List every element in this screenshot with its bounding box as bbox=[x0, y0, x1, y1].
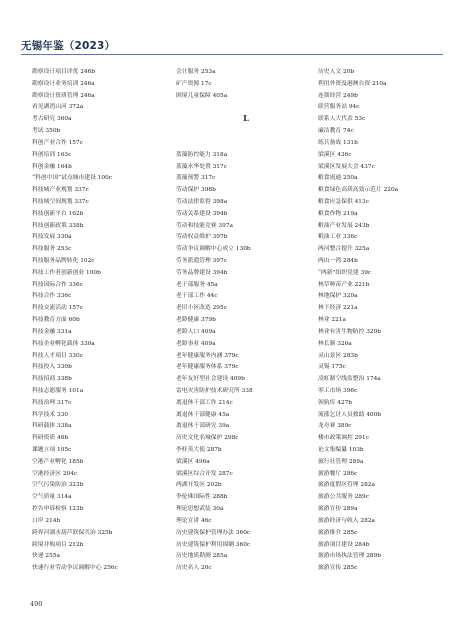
index-entry: 林长制 320a bbox=[318, 340, 352, 347]
index-entry: 科技交流活动 157c bbox=[32, 305, 83, 312]
index-entry: 科技志愿服务 101a bbox=[32, 387, 84, 394]
index-entry: 楼市政策调控 291c bbox=[318, 435, 369, 442]
index-entry: 联系人大代表 53c bbox=[318, 116, 366, 123]
index-entry: 旅游市场执法管理 289b bbox=[318, 553, 381, 560]
index-entry: 科技创新平台 162b bbox=[32, 210, 84, 217]
index-entry: 口岸 214b bbox=[32, 517, 61, 524]
index-entry: 历史建筑保护利用围剿 360c bbox=[176, 541, 251, 548]
index-section-letter: L bbox=[243, 114, 249, 125]
index-entry: 粮食作物 219a bbox=[318, 210, 358, 217]
index-column-1 bbox=[32, 67, 172, 575]
index-entry: 历史地质勘测 285a bbox=[176, 553, 228, 560]
index-entry: 蓝藻预警 317c bbox=[176, 175, 216, 182]
index-entry: 老年健康服务内涵 379c bbox=[176, 352, 239, 359]
index-entry: 科技创新政策 338b bbox=[32, 222, 84, 229]
index-entry: 老干部工作 44c bbox=[176, 293, 218, 300]
index-entry: 林业有害生物防控 320b bbox=[318, 328, 381, 335]
blank-line bbox=[176, 126, 316, 138]
index-entry: 科技金融 331a bbox=[32, 328, 72, 335]
index-entry: 科技国际合作 336c bbox=[32, 281, 83, 288]
index-entry: 理论思想武装 30a bbox=[176, 506, 224, 513]
index-entry: 两山一湾 284b bbox=[318, 258, 358, 264]
index-entry: 旅游度假区管理 282a bbox=[318, 482, 375, 489]
index-entry: 矿产资源 17c bbox=[176, 80, 212, 87]
index-entry: 连锁经营 249b bbox=[318, 92, 358, 99]
index-entry: 旅游宣传 289a bbox=[318, 506, 358, 513]
index-entry: 粮食绿色高质高效示范片 220a bbox=[318, 187, 399, 194]
index-entry: 理论宣讲 46c bbox=[176, 517, 212, 524]
index-entry: 科技服务品牌转化 102c bbox=[32, 258, 95, 264]
index-entry: 梁溪区综合开发 287c bbox=[176, 470, 233, 477]
index-entry: 旅游公共服务 289c bbox=[318, 494, 369, 501]
blank-line bbox=[176, 138, 316, 150]
index-entry: 林地保护 320a bbox=[318, 293, 358, 300]
index-entry: 李桂英大使 287b bbox=[176, 447, 222, 453]
index-entry: 跨境并购项目 212b bbox=[32, 541, 84, 548]
index-entry: 旅游项目建设 284b bbox=[318, 541, 370, 548]
index-entry: 科技招商 338b bbox=[32, 376, 72, 383]
index-entry: 历史人文 20b bbox=[318, 69, 355, 75]
index-entry: 老龄事业 409a bbox=[176, 340, 216, 347]
index-entry: 科技服务 253c bbox=[32, 246, 72, 253]
index-entry: 离退休干部健康 45a bbox=[176, 411, 230, 418]
index-entry: 老龄人口 409a bbox=[176, 328, 216, 335]
index-entry: 蓝藻防控能力 318a bbox=[176, 151, 228, 158]
index-entry: 离退休干部研究 39a bbox=[176, 423, 230, 430]
index-entry: 空气质量 314a bbox=[32, 494, 72, 501]
index-entry: 林下经济 221a bbox=[318, 305, 358, 312]
index-entry: 领航库 427b bbox=[318, 399, 353, 406]
index-entry: 老年友好型社会建设 409b bbox=[176, 376, 245, 383]
index-entry: 科技工作者创新创业 100b bbox=[32, 269, 101, 276]
index-entry: 科技城产业规划 337c bbox=[32, 187, 89, 194]
index-entry: 旅行社管理 289a bbox=[318, 458, 364, 465]
index-entry: 课题立项 105c bbox=[32, 447, 72, 453]
index-entry: 老年健康服务体系 379c bbox=[176, 364, 239, 371]
index-entry: 旅游推介 285c bbox=[318, 529, 358, 536]
index-entry: 勘察设计业务培训 246a bbox=[32, 80, 95, 87]
index-entry: 科技合作 336c bbox=[32, 293, 72, 300]
index-entry: 两河整合提升 325a bbox=[318, 246, 370, 253]
index-entry: 凌虹制空线监整治 174a bbox=[318, 376, 381, 383]
index-entry: 林业 221a bbox=[318, 317, 346, 324]
index-entry: 科技投入 330b bbox=[32, 364, 72, 371]
index-entry: 劳动争议调解中心成立 130b bbox=[176, 246, 251, 253]
index-entry: 快递 255a bbox=[32, 553, 60, 560]
index-entry: 科技教育方面 60b bbox=[32, 317, 80, 324]
index-entry: 练兵备战 131b bbox=[318, 139, 358, 146]
index-entry: 旅游宣传 285c bbox=[318, 565, 358, 572]
index-entry: 旅游餐厅 286c bbox=[318, 470, 358, 477]
index-entry: 流涨乞讨人员救助 400b bbox=[318, 411, 381, 418]
index-entry: 劳务品牌建设 394b bbox=[176, 269, 228, 276]
index-entry: 粮油产业发展 243b bbox=[318, 222, 370, 229]
index-entry: 梁溪区 436c bbox=[318, 151, 352, 158]
index-entry: 劳务派遣管理 397c bbox=[176, 258, 227, 264]
index-entry: 快速行业劳动争议调解中心 256c bbox=[32, 565, 118, 572]
index-entry: 控告申诉检察 123b bbox=[32, 506, 84, 513]
yearbook-running-header: 无锡年鉴（2023） bbox=[21, 40, 116, 52]
index-entry: 零工市场 396c bbox=[318, 387, 358, 394]
index-entry: 粮食流通 250a bbox=[318, 175, 358, 182]
index-entry: 梁溪区 496a bbox=[176, 458, 210, 465]
index-entry: 林草种苗产业 221b bbox=[318, 281, 370, 288]
index-entry: 劳动保护 398b bbox=[176, 187, 216, 194]
index-entry: 看见湖湾山河 372a bbox=[32, 104, 84, 111]
index-entry: 勘察设计项目评优 246b bbox=[32, 69, 95, 75]
blank-line bbox=[176, 102, 316, 114]
index-column-3 bbox=[318, 67, 458, 575]
index-entry: 论文集编纂 103b bbox=[318, 447, 364, 453]
header-rule bbox=[21, 54, 443, 55]
index-column-2 bbox=[176, 67, 316, 575]
index-entry: 劳动和技能竞赛 397a bbox=[176, 222, 233, 229]
index-entry: 粮食应急保供 413c bbox=[318, 198, 369, 205]
index-entry: 老旧小区改造 295c bbox=[176, 305, 227, 312]
index-entry: 空港产业孵化 185b bbox=[32, 458, 84, 465]
index-entry: 灵山景区 283b bbox=[318, 352, 358, 359]
index-entry: “两新”组织党建 39c bbox=[318, 269, 372, 276]
page-number: 490 bbox=[30, 600, 43, 608]
index-entry: 梁溪区发展大会 437c bbox=[318, 163, 375, 170]
index-entry: 科创金融 164b bbox=[32, 163, 72, 170]
index-entry: 利用外资及港澳台资 210a bbox=[318, 80, 387, 87]
index-entry: 空港经济区 204c bbox=[32, 470, 78, 477]
index-entry: 科技城空间规划 337c bbox=[32, 198, 89, 205]
index-entry: 空气污染防治 323b bbox=[32, 482, 84, 489]
index-entry: 廉洁教育 74c bbox=[318, 128, 354, 135]
index-entry: 两湖开发区 202b bbox=[176, 482, 222, 489]
index-entry: 勘察设计资质管理 246a bbox=[32, 92, 95, 99]
index-entry: 老龄健康 379b bbox=[176, 317, 216, 324]
index-entry: 李伦珠国际性 288b bbox=[176, 494, 228, 501]
index-entry: 离退休干部工作 214c bbox=[176, 399, 233, 406]
index-entry: 科技发展 330a bbox=[32, 234, 72, 241]
index-entry: 蓝藻水华处置 317c bbox=[176, 163, 227, 170]
index-entry: 科学技术 330 bbox=[32, 411, 69, 418]
index-entry: 历史文化名城保护 298c bbox=[176, 435, 239, 442]
index-entry: 雷电灾害防护技术研究所 338 bbox=[176, 387, 253, 394]
index-entry: 会计服务 253a bbox=[176, 69, 216, 75]
index-entry: 考试 350b bbox=[32, 128, 61, 135]
index-entry: 历史名人 20c bbox=[176, 565, 212, 572]
index-entry: 劳动法律监督 398a bbox=[176, 198, 228, 205]
index-entry: 灵锡 175c bbox=[318, 364, 346, 371]
index-entry: “科创中国”试点城市建设 100c bbox=[32, 175, 113, 182]
index-entry: 联营服务站 94c bbox=[318, 104, 360, 111]
index-entry: 科研载体 338a bbox=[32, 423, 72, 430]
index-entry: 龙舟赛 389c bbox=[318, 423, 352, 430]
index-entry: 科技企业孵化载体 330a bbox=[32, 340, 95, 347]
index-entry: 困境儿童保障 405a bbox=[176, 92, 228, 99]
index-entry: 科技人才项目 330c bbox=[32, 352, 83, 359]
index-entry: 科技治理 317c bbox=[32, 399, 72, 406]
index-entry: 跨界河湖水葫芦联保共治 325b bbox=[32, 529, 113, 536]
index-entry: 老干部服务 45a bbox=[176, 281, 218, 288]
index-entry: 科创培训 163c bbox=[32, 151, 72, 158]
index-entry: 科研资质 46b bbox=[32, 435, 69, 442]
index-entry: 历史建筑保护管理办法 360c bbox=[176, 529, 251, 536]
index-entry: 劳动权益维护 397b bbox=[176, 234, 228, 241]
index-entry: 粮油工业 336c bbox=[318, 234, 358, 241]
index-entry: 劳动关系建设 394b bbox=[176, 210, 228, 217]
index-entry: 旅游经济与收入 282a bbox=[318, 517, 375, 524]
index-entry: 考古研究 360a bbox=[32, 116, 72, 123]
index-entry: 科创产业合作 157c bbox=[32, 139, 83, 146]
